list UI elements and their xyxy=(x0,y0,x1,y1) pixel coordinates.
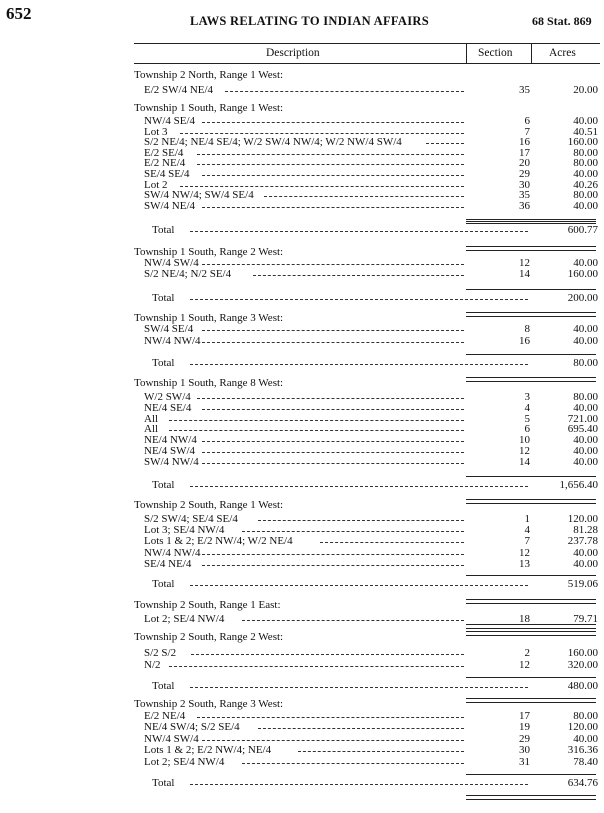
parcel-description: E/2 NE/4 xyxy=(144,710,186,722)
dot-leader xyxy=(202,175,464,176)
section-number: 3 xyxy=(524,391,530,403)
dot-leader xyxy=(426,143,464,144)
section-number: 4 xyxy=(524,401,530,414)
section-number: 13 xyxy=(519,557,530,570)
total-acreage: 634.76 xyxy=(567,777,598,789)
total-label: Total xyxy=(152,357,175,369)
total-rule xyxy=(466,677,596,678)
table-row xyxy=(144,169,602,179)
dot-leader xyxy=(197,398,464,399)
table-header-rule xyxy=(134,63,600,64)
dot-leader xyxy=(202,122,464,123)
section-number: 1 xyxy=(524,513,530,525)
total-acreage: 480.00 xyxy=(567,680,598,692)
dot-leader xyxy=(190,299,528,300)
township-heading: Township 1 South, Range 1 West: xyxy=(134,102,284,114)
dot-leader xyxy=(190,585,528,586)
table-row xyxy=(144,525,602,535)
table-row xyxy=(144,158,602,168)
dot-leader xyxy=(197,154,464,155)
section-number: 30 xyxy=(519,178,530,191)
acreage-value: 40.00 xyxy=(573,115,598,127)
parcel-description: SE/4 NE/4 xyxy=(144,557,192,570)
total-rule xyxy=(466,476,596,477)
dot-leader xyxy=(180,133,464,134)
parcel-description: S/2 NE/4; N/2 SE/4 xyxy=(144,268,232,280)
final-double-rule xyxy=(466,795,596,800)
table-row xyxy=(144,660,602,670)
table-row xyxy=(144,435,602,445)
section-number: 12 xyxy=(519,546,530,559)
total-acreage: 600.77 xyxy=(567,224,598,236)
total-row xyxy=(152,680,602,692)
section-number: 10 xyxy=(519,434,530,447)
section-number: 36 xyxy=(519,199,530,212)
parcel-description: All xyxy=(144,423,159,436)
total-row xyxy=(152,479,602,491)
township-heading: Township 1 South, Range 2 West: xyxy=(134,246,284,258)
section-number: 29 xyxy=(519,732,530,745)
dot-leader xyxy=(298,751,464,752)
acreage-value: 320.00 xyxy=(567,658,598,671)
parcel-description: E/2 NE/4 xyxy=(144,157,186,170)
table-row xyxy=(144,201,602,211)
table-row xyxy=(144,180,602,190)
section-number: 35 xyxy=(519,189,530,202)
section-number: 14 xyxy=(519,268,530,280)
dot-leader xyxy=(169,666,464,667)
section-number: 29 xyxy=(519,168,530,180)
total-rule xyxy=(466,289,596,290)
dot-leader xyxy=(190,486,528,487)
parcel-description: NW/4 SE/4 xyxy=(144,115,196,127)
parcel-description: N/2 xyxy=(144,658,161,671)
table-row xyxy=(144,148,602,158)
parcel-description: NE/4 SW/4; S/2 SE/4 xyxy=(144,721,240,734)
section-number: 12 xyxy=(519,445,530,457)
table-row xyxy=(144,424,602,434)
dot-leader xyxy=(202,740,464,741)
dot-leader xyxy=(242,763,464,764)
section-number: 12 xyxy=(519,658,530,671)
section-double-rule xyxy=(466,698,596,703)
section-number: 12 xyxy=(519,257,530,269)
acreage-value: 40.51 xyxy=(573,125,598,138)
acreage-value: 80.00 xyxy=(573,157,598,170)
acreage-value: 40.00 xyxy=(573,455,598,468)
parcel-description: All xyxy=(144,412,159,425)
total-label: Total xyxy=(152,479,175,491)
section-number: 6 xyxy=(524,115,530,127)
section-double-rule xyxy=(466,624,596,629)
dot-leader xyxy=(191,654,464,655)
acreage-value: 40.00 xyxy=(573,323,598,335)
column-divider-acres xyxy=(531,43,532,63)
total-row xyxy=(152,578,602,590)
section-number: 17 xyxy=(519,146,530,159)
parcel-description: Lot 3 xyxy=(144,125,168,138)
table-row xyxy=(144,127,602,137)
total-label: Total xyxy=(152,578,175,590)
total-label: Total xyxy=(152,292,175,304)
total-row xyxy=(152,292,602,304)
dot-leader xyxy=(258,520,464,521)
dot-leader xyxy=(202,264,464,265)
acreage-value: 237.78 xyxy=(567,535,598,548)
total-row xyxy=(152,777,602,789)
table-row xyxy=(144,711,602,721)
section-number: 7 xyxy=(524,125,530,138)
dot-leader xyxy=(180,186,464,187)
dot-leader xyxy=(202,565,464,566)
acreage-value: 120.00 xyxy=(567,721,598,734)
acreage-value: 79.71 xyxy=(573,613,598,625)
parcel-description: NE/4 SW/4 xyxy=(144,445,196,457)
parcel-description: NW/4 SW/4 xyxy=(144,732,199,745)
dot-leader xyxy=(197,717,464,718)
table-row xyxy=(144,614,602,624)
total-label: Total xyxy=(152,680,175,692)
township-heading: Township 2 South, Range 2 West: xyxy=(134,631,284,643)
section-number: 7 xyxy=(524,535,530,548)
parcel-description: SW/4 NE/4 xyxy=(144,199,196,212)
section-number: 20 xyxy=(519,157,530,170)
total-row xyxy=(152,224,602,236)
section-number: 6 xyxy=(524,423,530,436)
section-number: 17 xyxy=(519,710,530,722)
table-row xyxy=(144,258,602,268)
acreage-value: 81.28 xyxy=(573,524,598,537)
parcel-description: Lot 3; SE/4 NW/4 xyxy=(144,524,225,537)
table-row xyxy=(144,446,602,456)
section-number: 16 xyxy=(519,335,530,347)
table-row xyxy=(144,536,602,546)
acreage-value: 40.00 xyxy=(573,434,598,447)
parcel-description: NE/4 NW/4 xyxy=(144,434,197,447)
dot-leader xyxy=(202,441,464,442)
table-row xyxy=(144,648,602,658)
section-number: 31 xyxy=(519,755,530,768)
acreage-value: 40.00 xyxy=(573,401,598,414)
table-row xyxy=(144,324,602,334)
total-row xyxy=(152,357,602,369)
section-double-rule xyxy=(466,631,596,636)
table-row xyxy=(144,734,602,744)
table-row xyxy=(144,116,602,126)
dot-leader xyxy=(190,687,528,688)
parcel-description: Lot 2 xyxy=(144,178,168,191)
table-row xyxy=(144,757,602,767)
section-number: 18 xyxy=(519,613,530,625)
table-row xyxy=(144,457,602,467)
section-number: 14 xyxy=(519,455,530,468)
acreage-value: 78.40 xyxy=(573,755,598,768)
parcel-description: S/2 S/2 xyxy=(144,647,177,659)
table-row xyxy=(144,85,602,95)
parcel-description: Lot 2; SE/4 NW/4 xyxy=(144,755,225,768)
acreage-value: 316.36 xyxy=(567,744,598,757)
township-heading: Township 2 South, Range 3 West: xyxy=(134,698,284,710)
table-row xyxy=(144,722,602,732)
page-title: LAWS RELATING TO INDIAN AFFAIRS xyxy=(190,14,429,28)
column-header-section: Section xyxy=(478,47,513,59)
dot-leader xyxy=(202,342,464,343)
table-row xyxy=(144,414,602,424)
table-row xyxy=(144,514,602,524)
acreage-value: 160.00 xyxy=(567,647,598,659)
table-row xyxy=(144,190,602,200)
dot-leader xyxy=(242,531,464,532)
total-acreage: 200.00 xyxy=(567,292,598,304)
dot-leader xyxy=(197,164,464,165)
acreage-value: 40.00 xyxy=(573,445,598,457)
section-number: 2 xyxy=(524,647,530,659)
township-heading: Township 2 South, Range 1 West: xyxy=(134,499,284,511)
acreage-value: 40.00 xyxy=(573,335,598,347)
dot-leader xyxy=(202,554,464,555)
dot-leader xyxy=(202,463,464,464)
parcel-description: SW/4 NW/4; SW/4 SE/4 xyxy=(144,189,254,202)
parcel-description: W/2 SW/4 xyxy=(144,391,191,403)
parcel-description: Lot 2; SE/4 NW/4 xyxy=(144,613,225,625)
dot-leader xyxy=(202,452,464,453)
page-number: 652 xyxy=(6,4,32,23)
parcel-description: NW/4 SW/4 xyxy=(144,257,199,269)
dot-leader xyxy=(202,207,464,208)
section-double-rule xyxy=(466,377,596,382)
parcel-description: NW/4 NW/4 xyxy=(144,335,201,347)
acreage-value: 120.00 xyxy=(567,513,598,525)
parcel-description: E/2 SW/4 NE/4 xyxy=(144,84,214,96)
parcel-description: SE/4 SE/4 xyxy=(144,168,190,180)
parcel-description: S/2 SW/4; SE/4 SE/4 xyxy=(144,513,238,525)
dot-leader xyxy=(264,196,464,197)
total-label: Total xyxy=(152,777,175,789)
dot-leader xyxy=(258,728,464,729)
total-label: Total xyxy=(152,224,175,236)
township-heading: Township 2 South, Range 1 East: xyxy=(134,599,281,611)
total-rule xyxy=(466,575,596,576)
table-row xyxy=(144,403,602,413)
acreage-value: 80.00 xyxy=(573,391,598,403)
total-rule xyxy=(466,774,596,775)
table-row xyxy=(144,392,602,402)
dot-leader xyxy=(190,364,528,365)
total-acreage: 1,656.40 xyxy=(559,479,598,491)
section-double-rule xyxy=(466,499,596,504)
total-acreage: 519.06 xyxy=(567,578,598,590)
parcel-description: NW/4 NW/4 xyxy=(144,546,201,559)
township-heading: Township 1 South, Range 8 West: xyxy=(134,377,284,389)
township-heading: Township 2 North, Range 1 West: xyxy=(134,69,284,81)
acreage-value: 160.00 xyxy=(567,268,598,280)
acreage-value: 40.00 xyxy=(573,199,598,212)
dot-leader xyxy=(202,409,464,410)
acreage-value: 80.00 xyxy=(573,189,598,202)
dot-leader xyxy=(190,231,528,232)
column-header-description: Description xyxy=(266,47,320,59)
column-divider-section xyxy=(466,43,467,63)
section-double-rule xyxy=(466,312,596,317)
dot-leader xyxy=(320,542,464,543)
parcel-description: SW/4 NW/4 xyxy=(144,455,199,468)
acreage-value: 80.00 xyxy=(573,146,598,159)
acreage-value: 40.00 xyxy=(573,168,598,180)
parcel-description: SW/4 SE/4 xyxy=(144,323,194,335)
total-acreage: 80.00 xyxy=(573,357,598,369)
section-number: 4 xyxy=(524,524,530,537)
section-number: 16 xyxy=(519,136,530,149)
dot-leader xyxy=(253,275,464,276)
acreage-value: 80.00 xyxy=(573,710,598,722)
table-row xyxy=(144,548,602,558)
section-double-rule xyxy=(466,246,596,251)
table-row xyxy=(144,269,602,279)
statute-reference: 68 Stat. 869 xyxy=(532,14,592,28)
section-number: 8 xyxy=(524,323,530,335)
acreage-value: 20.00 xyxy=(573,84,598,96)
parcel-description: NE/4 SE/4 xyxy=(144,401,192,414)
acreage-value: 40.00 xyxy=(573,557,598,570)
column-header-acres: Acres xyxy=(549,47,576,59)
acreage-value: 695.40 xyxy=(567,423,598,436)
section-double-rule xyxy=(466,599,596,604)
dot-leader xyxy=(202,330,464,331)
table-row xyxy=(144,336,602,346)
table-row xyxy=(144,137,602,147)
total-rule xyxy=(466,221,596,222)
acreage-value: 40.26 xyxy=(573,178,598,191)
acreage-value: 40.00 xyxy=(573,732,598,745)
acreage-value: 40.00 xyxy=(573,257,598,269)
table-row xyxy=(144,745,602,755)
parcel-description: Lots 1 & 2; E/2 NW/4; NE/4 xyxy=(144,744,272,757)
section-number: 30 xyxy=(519,744,530,757)
township-heading: Township 1 South, Range 3 West: xyxy=(134,312,284,324)
acreage-value: 40.00 xyxy=(573,546,598,559)
dot-leader xyxy=(242,620,464,621)
dot-leader xyxy=(225,91,464,92)
parcel-description: E/2 SE/4 xyxy=(144,146,184,159)
acreage-value: 721.00 xyxy=(567,412,598,425)
dot-leader xyxy=(169,430,464,431)
table-row xyxy=(144,559,602,569)
dot-leader xyxy=(169,420,464,421)
total-rule xyxy=(466,354,596,355)
parcel-description: Lots 1 & 2; E/2 NW/4; W/2 NE/4 xyxy=(144,535,293,548)
section-number: 35 xyxy=(519,84,530,96)
section-number: 19 xyxy=(519,721,530,734)
section-number: 5 xyxy=(524,412,530,425)
parcel-description: S/2 NE/4; NE/4 SE/4; W/2 SW/4 NW/4; W/2 NW/4 SW/4 xyxy=(144,136,402,149)
acreage-value: 160.00 xyxy=(567,136,598,149)
dot-leader xyxy=(190,784,528,785)
